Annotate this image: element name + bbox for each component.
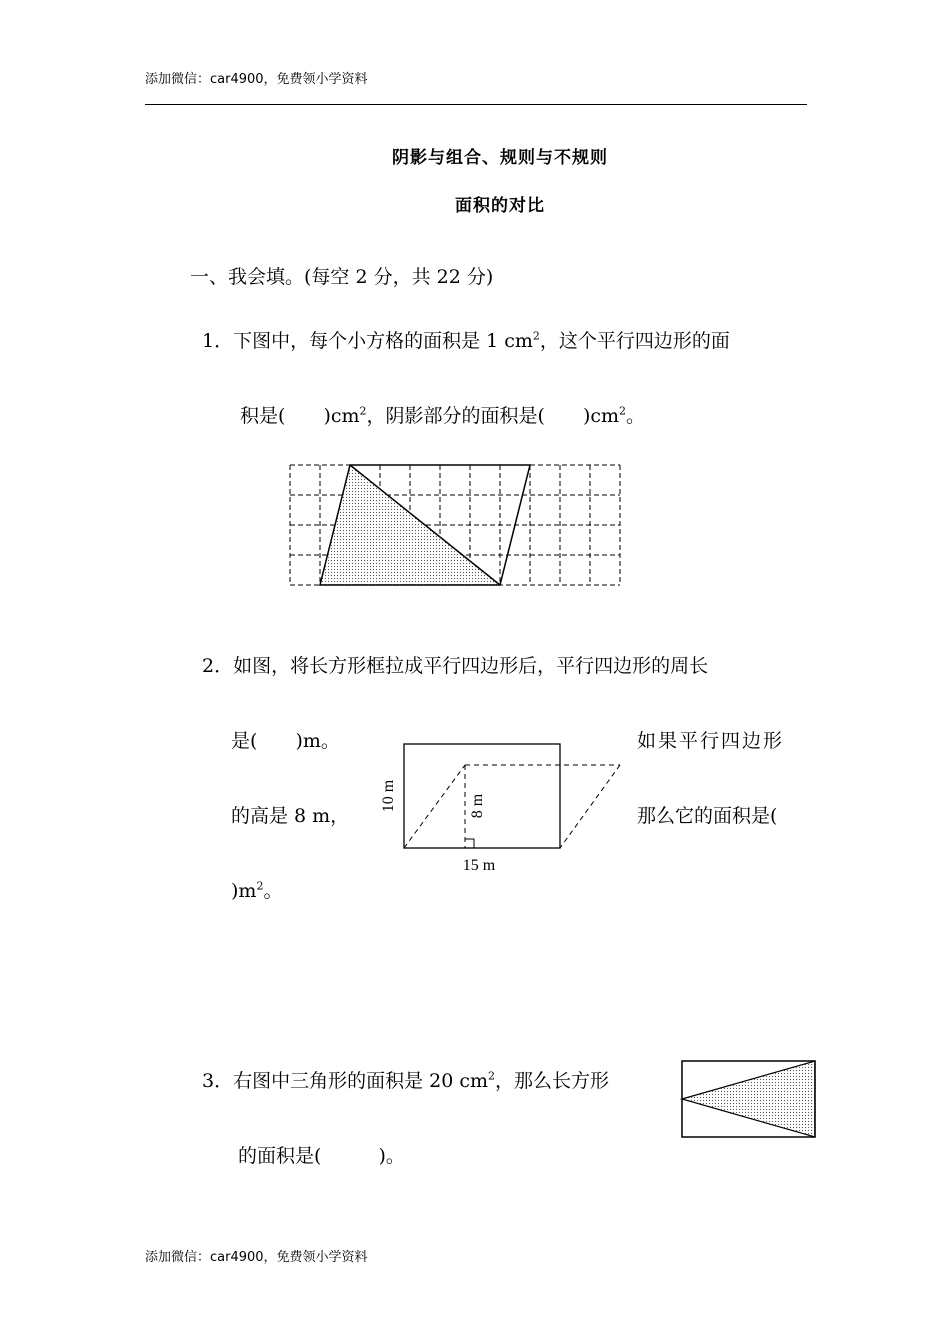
q2-blank[interactable]	[257, 730, 295, 752]
q2-line1-text: 如图，将长方形框拉成平行四边形后，平行四边形的周长	[233, 655, 709, 677]
q2-parallelogram	[404, 765, 620, 848]
q3-line2	[238, 1141, 405, 1168]
q2-side-label: 10 m	[380, 779, 397, 813]
q3-text-b: ，那么长方形	[495, 1070, 610, 1092]
q2-line2-b: )m。	[295, 730, 340, 752]
page-title: 阴影与组合、规则与不规则	[392, 148, 608, 168]
q1-line2-a: 积是(	[240, 405, 286, 427]
q1-line2-sup-b: 2	[619, 404, 627, 418]
q2-line2-a: 是(	[231, 730, 258, 752]
page-subtitle: 面积的对比	[455, 196, 545, 216]
q1-line2-e: 。	[626, 405, 646, 427]
q3-number: 3．	[202, 1070, 234, 1092]
q1-line2-d: )cm	[582, 405, 620, 427]
footer-text: 添加微信：car4900，免费领小学资料	[145, 1250, 368, 1265]
q2-line4-a: )m	[231, 880, 257, 902]
q1-text-b: ，这个平行四边形的面	[539, 330, 730, 352]
q1-figure	[285, 460, 625, 590]
q1-text-a: 下图中，每个小方格的面积是 1 cm	[233, 330, 533, 352]
q1-number: 1．	[202, 330, 234, 352]
q3-line1	[202, 1066, 609, 1093]
q2-base-label: 15 m	[462, 857, 496, 874]
q2-height-label: 8 m	[469, 793, 486, 819]
q1-line2-c: ，阴影部分的面积是(	[366, 405, 545, 427]
q1-sup: 2	[532, 329, 540, 343]
q1-line2	[240, 401, 645, 428]
q2-line1	[202, 651, 708, 678]
q3-sup: 2	[488, 1069, 496, 1083]
q3-blank[interactable]	[321, 1145, 378, 1167]
header-rule	[145, 104, 807, 105]
q2-right2: 那么它的面积是(	[637, 805, 778, 827]
q3-line2-b: )。	[378, 1145, 405, 1167]
section-heading: 一、我会填。(每空 2 分，共 22 分)	[190, 266, 494, 288]
q2-line2	[231, 726, 340, 753]
header-text: 添加微信：car4900，免费领小学资料	[145, 72, 368, 87]
q2-figure	[375, 735, 630, 880]
q1-blank-a[interactable]	[285, 405, 323, 427]
q3-text-a: 右图中三角形的面积是 20 cm	[233, 1070, 489, 1092]
q1-line1	[202, 326, 730, 353]
q2-line4	[231, 876, 282, 903]
q1-line2-sup-a: 2	[359, 404, 367, 418]
q2-number: 2．	[202, 655, 234, 677]
q3-triangle	[682, 1061, 815, 1137]
q1-line2-b: )cm	[323, 405, 360, 427]
q3-line2-a: 的面积是(	[238, 1145, 322, 1167]
q3-figure	[678, 1057, 820, 1141]
q2-line3: 的高是 8 m，	[231, 805, 350, 827]
q2-line4-sup: 2	[256, 879, 264, 893]
q2-right-angle	[465, 839, 474, 848]
q2-right1: 如果平行四边形	[637, 730, 785, 752]
q2-line4-b: 。	[263, 880, 283, 902]
q1-blank-b[interactable]	[545, 405, 583, 427]
